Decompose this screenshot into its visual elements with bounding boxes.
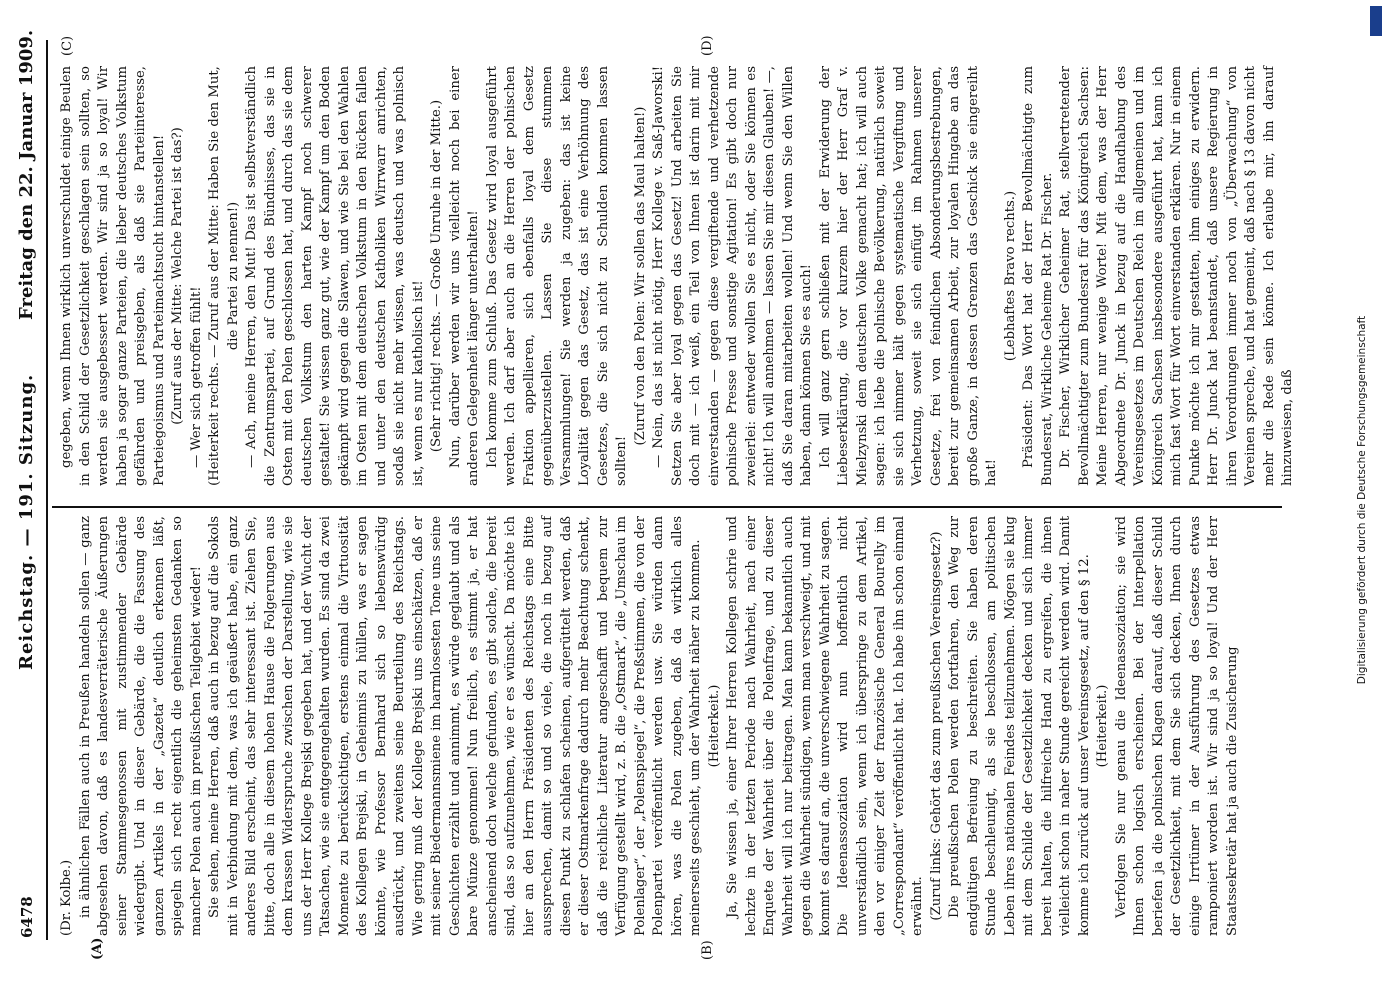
header-rule	[46, 40, 48, 940]
paragraph: — Wer sich getroffen fühlt!	[188, 286, 204, 468]
paragraph: (Sehr richtig! rechts. — Große Unruhe in der Mitte.)	[429, 99, 444, 453]
paragraph: (Lebhaftes Bravo rechts.)	[1002, 190, 1018, 362]
margin-letter-a: (A)	[90, 937, 105, 960]
credit-text: Digitalisierung gefördert durch die Deutsche Forschungsgemeinschaft	[1356, 315, 1368, 685]
paragraph: (Heiterkeit rechts. — Zuruf aus der Mitte: Haben Sie den Mut, die Partei zu nennen!)	[207, 66, 241, 486]
paragraph: (Dr. Kolbe.)	[59, 859, 74, 936]
margin-letter-d: (D)	[700, 35, 715, 56]
paragraph: Präsident: Das Wort hat der Herr Bevollmächtigte zum Bundesrat, Wirkliche Geheime Rat Dr. Fischer.	[1021, 66, 1055, 486]
paragraph: (Heiterkeit.)	[706, 684, 722, 768]
paragraph: — Nein, das ist nicht nötig, Herr Kollege v. Saß-Jaworski! Setzen Sie aber loyal gegen das Gesetz! Und arbeiten Sie doch mit — ich weiß, ein Teil von Ihnen ist darin mit mir einverstanden — gegen diese vergiftende und verhetzende polnische Presse und sonstige Agitation! Es gibt doch nur zweierlei: entweder wollen Sie es nicht, oder Sie können es nicht! Ich will annehmen — lassen Sie mir diesen Glauben! —, daß Sie daran mitarbeiten wollen! Und wenn Sie den Willen haben, dann können Sie es auch!	[651, 66, 814, 486]
header-date: Freitag den 22. Januar 1909.	[16, 29, 37, 320]
paragraph: Ich will ganz gern schließen mit der Erwiderung der Liebeserklärung, die vor kurzem hier der Herr Graf v. Mielzynski dem deutschen Volke gemacht hat; ich will auch sagen: ich liebe die polnische Bevölkerung, natürlich soweit sie sich nimmer hält gegen systematische Vergiftung und Verhetzung, soweit sie sich einfügt im Rahmen unserer Gesetze, frei von feindlichen Absonderungsbestrebungen, bereit zur gemeinsamen Arbeit, zur loyalen Hingabe an das große Ganze, in dessen Grenzen das Geschick sie eingereiht hat!	[817, 66, 999, 486]
paragraph: (Heiterkeit.)	[1095, 684, 1110, 768]
paragraph: Verfolgen Sie nur genau die Ideenassoziation; sie wird Ihnen schon logisch erscheinen. Bei der Interpellation beriefen ja die polnischen Klagen darauf, daß dieser Schild der Gesetzlichkeit, mit dem Sie sich decken, Ihnen durch einige Irrtümer in der Ausführung des Gesetzes etwas ramponiert worden ist. Wir sind ja so loyal! Und der Herr Staatssekretär hat ja auch die Zusicherung	[1113, 516, 1240, 936]
dfg-logo	[1370, 6, 1382, 36]
right-text-column	[58, 66, 1295, 486]
margin-letter-b: (B)	[700, 940, 715, 960]
paragraph: gegeben, wenn Ihnen wirklich unverschuldet einige Beulen in den Schild der Gesetzlichkeit geschlagen sein sollten, so werden sie ausgebessert werden. Wir sind ja so loyal! Wir haben ja sogar ganze Parteien, die lieber deutsches Volkstum gefährden und preisgeben, als daß sie Parteiinteresse, Parteiegoismus und Parteimachtsucht hintanstellen!	[59, 66, 167, 486]
paragraph: (Zuruf aus der Mitte: Welche Partei ist das?)	[170, 127, 185, 425]
page-number: 6478	[18, 896, 36, 938]
running-header	[0, 0, 48, 1000]
paragraph: Sie sehen, meine Herren, daß auch in bezug auf die Sokols mit in Verbindung mit dem, was ich geäußert habe, ein ganz anderes Bild erscheint, das sehr interessant ist. Ziehen Sie, bitte, doch alle in diesem hohen Hause die Folgerungen aus dem krassen Widerspruche zwischen der Darstellung, wie sie uns der Herr Kollege Brejski gegeben hat, und der Wucht der Tatsachen, wie sie entgegengehalten wurden. Es sind da zwei Momente zu berücksichtigen, erstens einmal die Virtuosität des Kollegen Brejski, in Geheimnis zu hüllen, was er sagen könnte, wie Professor Bernhard sich so liebenswürdig ausdrückt, und zweitens seine Beurteilung des Reichstags. Wie gering muß der Kollege Brejski uns einschätzen, daß er mit seiner Biedermannsmiene im harmlosesten Tone uns seine Geschichten erzählt und annimmt, es würde geglaubt und als bare Münze genommen! Nun freilich, es stimmt ja, er hat anscheinend doch welche gefunden, es gibt solche, die bereit sind, das so aufzunehmen, wie er es wünscht. Da möchte ich hier an den Herrn Präsidenten des Reichstags eine Bitte aussprechen, damit so und so viele, die noch in bezug auf diesen Punkt zu schlafen scheinen, aufgerüttelt werden, daß er dieser Ostmarkenfrage dadurch mehr Beachtung schenkt, daß die reichliche Literatur angeschafft und bequem zur Verfügung gestellt wird, z. B. die „Ostmark“, die „Umschau im Polenlager“, der „Polenspiegel“, die Preßstimmen, die von der Polenpartei veröffentlicht werden usw. Sie würden dann hören, was die Polen zugeben, daß da wirklich alles meinerseits geschieht, um der Wahrheit näher zu kommen.	[207, 516, 703, 936]
paragraph: Dr. Fischer, Wirklicher Geheimer Rat, stellvertretender Bevollmächtigter zum Bundesrat für das Königreich Sachsen: Meine Herren, nur wenige Worte! Mit dem, was der Herr Abgeordnete Dr. Junck in bezug auf die Handhabung des Vereinsgesetzes im Deutschen Reich im allgemeinen und im Königreich Sachsen insbesondere ausgeführt hat, kann ich mich fast Wort für Wort einverstanden erklären. Nur in einem Punkte möchte ich mir gestatten, ihm einiges zu erwidern. Herr Dr. Junck hat beanstandet, daß unsere Regierung in ihren Verordnungen immer noch von „Überwachung“ von Vereinen spreche, und hat gemeint, daß nach § 13 davon nicht mehr die Rede sein könne. Ich erlaube mir, ihn darauf hinzuweisen, daß	[1058, 66, 1295, 486]
paragraph: Ich komme zum Schluß. Das Gesetz wird loyal ausgeführt werden. Ich darf aber auch an die Herren der polnischen Fraktion appellieren, sich ebenfalls loyal dem Gesetz gegenüberzustellen. Lassen Sie diese stummen Versammlungen! Sie werden ja zugeben: das ist keine Loyalität gegen das Gesetz, das ist eine Verhöhnung des Gesetzes, die Sie sich nicht zu Schulden kommen lassen sollten!	[484, 66, 629, 486]
column-divider	[52, 506, 1282, 508]
paragraph: in ähnlichen Fällen auch in Preußen handeln sollen — ganz abgesehen davon, daß es landesverräterische Äußerungen seiner Stammesgenossen mit zustimmender Gebärde wiedergibt. Und in dieser Gebärde, die die Fassung des ganzen Artikels in der „Gazeta“ deutlich erkennen läßt, spiegeln sich recht eigentlich die geheimsten Gedanken so mancher Polen auch im preußischen Teilgebiet wieder!	[77, 516, 204, 936]
paragraph: Ja, Sie wissen ja, einer Ihrer Herren Kollegen schrie und lechzte in der letzten Periode nach Wahrheit, nach einer Enquete der Wahrheit über die Polenfrage, und zu dieser Wahrheit will ich nur beitragen. Man kann bekanntlich auch gegen die Wahrheit sündigen, wenn man verschweigt, und mit kommt es darauf an, die unverschwiegene Wahrheit zu sagen. Die Ideenassoziation wird nun hoffentlich nicht unverständlich sein, wenn ich überspringe zu dem Artikel, den vor einiger Zeit der französische General Bourelly im „Correspondant“ veröffentlicht hat. Ich habe ihn schon einmal erwähnt.	[725, 516, 925, 936]
digitization-credit	[1352, 0, 1382, 1000]
paragraph: (Zuruf von den Polen: Wir sollen das Maul halten!)	[632, 106, 648, 446]
header-title: Reichstag. — 191. Sitzung.	[16, 373, 37, 670]
margin-letter-c: (C)	[60, 35, 75, 56]
paragraph: — Ach, meine Herren, den Mut! Das ist selbstverständlich die Zentrumspartei, auf Grund des Bündnisses, das sie in Osten mit den Polen geschlossen hat, und durch das sie dem deutschen Volkstum den harten Kampf noch schwerer gestaltet! Sie wissen ganz gut, wie der Kampf um den Boden gekämpft wird gegen die Slawen, und wie Sie bei den Wahlen im Osten mit dem deutschen Volkstum in den Rücken fallen und unter den deutschen Katholiken Wirrwarr anrichten, sodaß sie nicht mehr wissen, was deutsch und was polnisch ist, wenn es nur katholisch ist!	[244, 66, 426, 486]
left-text-column	[58, 516, 1278, 936]
paragraph: Nun, darüber werden wir uns vielleicht noch bei einer anderen Gelegenheit länger unterhalten!	[447, 66, 481, 486]
paragraph: (Zuruf links: Gehört das zum preußischen Vereinsgesetz?)	[928, 531, 944, 921]
paragraph: Die preußischen Polen werden fortfahren, den Weg zur endgültigen Befreiung zu beschreiten. Sie haben deren Stunde beschleunigt, als sie beschlossen, am politischen Leben ihres nationalen Feindes teilzunehmen. Mögen sie klug mit dem Schilde der Gesetzlichkeit decken und sich immer bereit halten, die hilfreiche Hand zu ergreifen, die ihnen vielleicht schon in naher Stunde gereicht werden wird. Damit komme ich zurück auf unser Vereinsgesetz, auf den § 12.	[947, 516, 1092, 936]
